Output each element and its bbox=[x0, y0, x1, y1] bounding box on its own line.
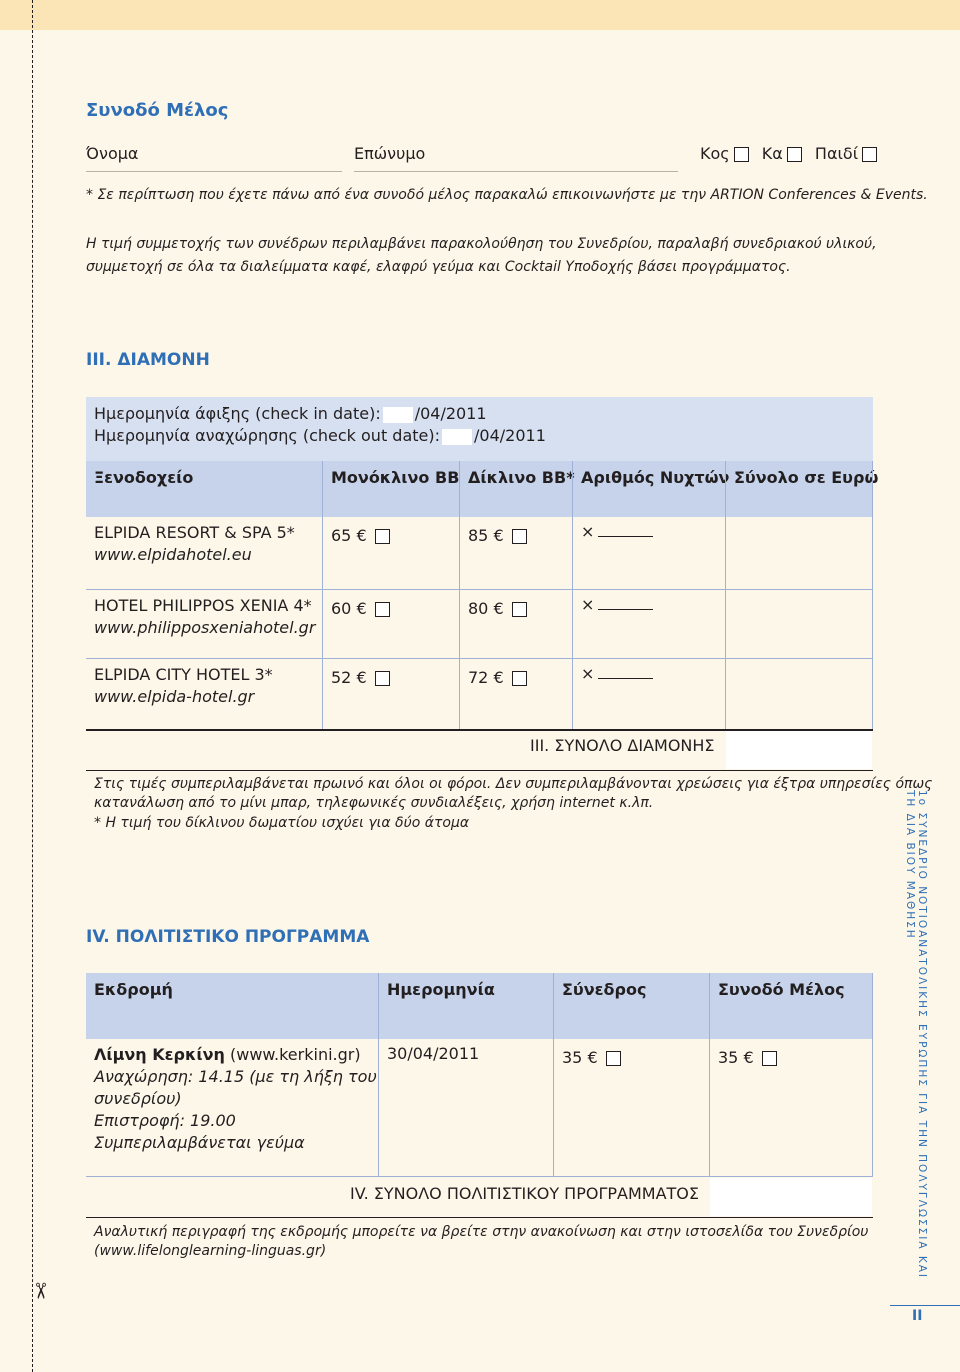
fee-note-1: Η τιμή συμμετοχής των συνέδρων περιλαμβάνει παρακολούθηση του Συνεδρίου, παραλαβή συνεδριακού υλικού, bbox=[86, 236, 877, 252]
times-sign: × bbox=[581, 522, 595, 541]
total-rule bbox=[86, 1217, 873, 1218]
header-excursion: Εκδρομή bbox=[94, 980, 173, 999]
hotel-row-1-single bbox=[331, 526, 390, 545]
col-divider bbox=[572, 461, 573, 729]
cultural-total-field[interactable] bbox=[710, 1178, 872, 1216]
double-price: 85 € bbox=[468, 526, 504, 545]
single-checkbox[interactable] bbox=[375, 602, 390, 617]
excursion-date: 30/04/2011 bbox=[387, 1044, 480, 1063]
nights-field[interactable] bbox=[598, 536, 653, 537]
hotel-row-2-name bbox=[94, 595, 315, 639]
row-divider bbox=[86, 589, 873, 590]
page-number: II bbox=[912, 1308, 923, 1324]
nights-field[interactable] bbox=[598, 678, 653, 679]
row-divider bbox=[86, 1176, 873, 1177]
return-line: Επιστροφή: 19.00 bbox=[94, 1111, 236, 1130]
header-double: Δίκλινο BB* bbox=[468, 468, 575, 487]
times-sign: × bbox=[581, 664, 595, 683]
checkout-row bbox=[94, 426, 546, 445]
cut-line bbox=[32, 0, 33, 1372]
checkout-label: Ημερομηνία αναχώρησης (check out date): bbox=[94, 426, 441, 445]
checkout-day-field[interactable] bbox=[442, 429, 472, 445]
last-name-field[interactable] bbox=[354, 171, 678, 172]
hotel-row-3-name bbox=[94, 664, 273, 708]
companion-price: 35 € bbox=[718, 1048, 754, 1067]
hotel-url[interactable]: www.elpidahotel.eu bbox=[94, 545, 252, 564]
delegate-price: 35 € bbox=[562, 1048, 598, 1067]
lunch-line: Συμπεριλαμβάνεται γεύμα bbox=[94, 1133, 305, 1152]
child-label: Παιδί bbox=[814, 144, 859, 163]
excursion-details bbox=[94, 1044, 377, 1154]
departure-line-2: συνεδρίου) bbox=[94, 1089, 182, 1108]
conference-sidebar-title: 1ο ΣΥΝΕΔΡΙΟ ΝΟΤΙΟΑΝΑΤΟΛΙΚΗΣ ΕΥΡΩΠΗΣ ΓΙΑ ΤΗΝ ΠΟΛΥΓΛΩΣΣΙΑ ΚΑΙ ΤΗ ΔΙΑ ΒΙΟΥ ΜΑΘΗΣΗ bbox=[904, 790, 928, 1280]
header-date: Ημερομηνία bbox=[387, 980, 495, 999]
hotel-row-2-single bbox=[331, 599, 390, 618]
col-divider bbox=[459, 461, 460, 729]
mrs-label: Κα bbox=[761, 144, 783, 163]
times-sign: × bbox=[581, 595, 595, 614]
delegate-option bbox=[562, 1048, 621, 1067]
excursion-url[interactable]: (www.kerkini.gr) bbox=[224, 1045, 361, 1064]
total-rule bbox=[86, 770, 873, 771]
cultural-title: IV. ΠΟΛΙΤΙΣΤΙΚΟ ΠΡΟΓΡΑΜΜΑ bbox=[86, 927, 370, 947]
checkin-day-field[interactable] bbox=[383, 407, 413, 423]
hotel-row-2-nights[interactable] bbox=[581, 595, 653, 614]
checkin-label: Ημερομηνία άφιξης (check in date): bbox=[94, 404, 381, 423]
double-price: 80 € bbox=[468, 599, 504, 618]
cultural-footer-1: Αναλυτική περιγραφή της εκδρομής μπορείτε να βρείτε στην ανακοίνωση και στην ιστοσελίδα του Συνεδρίου bbox=[94, 1224, 869, 1240]
checkin-suffix: /04/2011 bbox=[414, 404, 487, 423]
col-divider bbox=[553, 973, 554, 1177]
top-band bbox=[0, 0, 960, 30]
single-checkbox[interactable] bbox=[375, 529, 390, 544]
accommodation-note-3: * Η τιμή του δίκλινου δωματίου ισχύει για δύο άτομα bbox=[94, 815, 470, 831]
single-price: 65 € bbox=[331, 526, 367, 545]
hotel-url[interactable]: www.philipposxeniahotel.gr bbox=[94, 618, 316, 637]
accommodation-total-field[interactable] bbox=[726, 731, 872, 769]
delegate-checkbox[interactable] bbox=[606, 1051, 621, 1066]
hotel-row-1-name bbox=[94, 522, 295, 566]
checkout-suffix: /04/2011 bbox=[474, 426, 546, 445]
excursion-name bbox=[94, 1044, 377, 1066]
col-divider bbox=[725, 461, 726, 729]
col-divider bbox=[872, 973, 873, 1177]
cultural-total-label: IV. ΣΥΝΟΛΟ ΠΟΛΙΤΙΣΤΙΚΟΥ ΠΡΟΓΡΑΜΜΑΤΟΣ bbox=[350, 1184, 699, 1203]
hotel-row-3-nights[interactable] bbox=[581, 664, 653, 683]
single-checkbox[interactable] bbox=[375, 671, 390, 686]
title-options bbox=[700, 144, 877, 163]
header-total: Σύνολο σε Ευρώ bbox=[734, 468, 879, 487]
mr-label: Κος bbox=[700, 144, 730, 163]
single-price: 52 € bbox=[331, 668, 367, 687]
nights-field[interactable] bbox=[598, 609, 653, 610]
mr-checkbox[interactable] bbox=[734, 147, 749, 162]
hotel-row-1-nights[interactable] bbox=[581, 522, 653, 541]
accommodation-note-2: κατανάλωση από το μίνι μπαρ, τηλεφωνικές συνδιαλέξεις, χρήση internet κ.λπ. bbox=[94, 795, 654, 811]
hotel-row-3-double bbox=[468, 668, 527, 687]
col-divider bbox=[872, 461, 873, 729]
companion-option bbox=[718, 1048, 777, 1067]
accommodation-note-1: Στις τιμές συμπεριλαμβάνεται πρωινό και όλοι οι φόροι. Δεν συμπεριλαμβάνονται χρεώσεις για έξτρα υπηρεσίες όπως bbox=[94, 776, 933, 792]
hotel-row-1-double bbox=[468, 526, 527, 545]
mrs-checkbox[interactable] bbox=[787, 147, 802, 162]
hotel-row-3-single bbox=[331, 668, 390, 687]
col-divider bbox=[378, 973, 379, 1177]
row-divider bbox=[86, 658, 873, 659]
double-checkbox[interactable] bbox=[512, 671, 527, 686]
fee-note-2: συμμετοχή σε όλα τα διαλείμματα καφέ, ελαφρύ γεύμα και Cocktail Υποδοχής βάσει προγράμματος. bbox=[86, 259, 791, 275]
companion-checkbox[interactable] bbox=[762, 1051, 777, 1066]
accommodation-total-label: ΙΙΙ. ΣΥΝΟΛΟ ΔΙΑΜΟΝΗΣ bbox=[530, 736, 715, 755]
header-single: Μονόκλινο BB bbox=[331, 468, 460, 487]
hotel-name: ELPIDA CITY HOTEL 3* bbox=[94, 665, 273, 684]
col-divider bbox=[709, 973, 710, 1177]
hotel-row-2-double bbox=[468, 599, 527, 618]
companion-note: * Σε περίπτωση που έχετε πάνω από ένα συνοδό μέλος παρακαλώ επικοινωνήστε με την ARTION Conferences & Events. bbox=[86, 187, 928, 203]
sidebar-rule bbox=[890, 1305, 960, 1306]
hotel-url[interactable]: www.elpida-hotel.gr bbox=[94, 687, 255, 706]
excursion-name-bold: Λίμνη Κερκίνη bbox=[94, 1045, 225, 1064]
header-hotel: Ξενοδοχείο bbox=[94, 468, 194, 487]
double-checkbox[interactable] bbox=[512, 529, 527, 544]
header-companion: Συνοδό Μέλος bbox=[718, 980, 845, 999]
single-price: 60 € bbox=[331, 599, 367, 618]
scissors-icon: ✂ bbox=[27, 1281, 53, 1301]
departure-line-1: Αναχώρηση: 14.15 (με τη λήξη του bbox=[94, 1067, 377, 1086]
header-nights: Αριθμός Νυχτών bbox=[581, 468, 730, 487]
double-price: 72 € bbox=[468, 668, 504, 687]
hotel-name: ELPIDA RESORT & SPA 5* bbox=[94, 523, 295, 542]
header-delegate: Σύνεδρος bbox=[562, 980, 647, 999]
double-checkbox[interactable] bbox=[512, 602, 527, 617]
first-name-label: Όνομα bbox=[86, 144, 139, 163]
last-name-label: Επώνυμο bbox=[354, 144, 426, 163]
first-name-field[interactable] bbox=[86, 171, 342, 172]
checkin-row bbox=[94, 404, 487, 423]
accommodation-title: ΙΙΙ. ΔΙΑΜΟΝΗ bbox=[86, 350, 210, 370]
col-divider bbox=[322, 461, 323, 729]
companion-title: Συνοδό Μέλος bbox=[86, 100, 229, 121]
cultural-footer-2[interactable]: (www.lifelonglearning-linguas.gr) bbox=[94, 1243, 327, 1259]
child-checkbox[interactable] bbox=[862, 147, 877, 162]
hotel-name: HOTEL PHILIPPOS XENIA 4* bbox=[94, 596, 312, 615]
